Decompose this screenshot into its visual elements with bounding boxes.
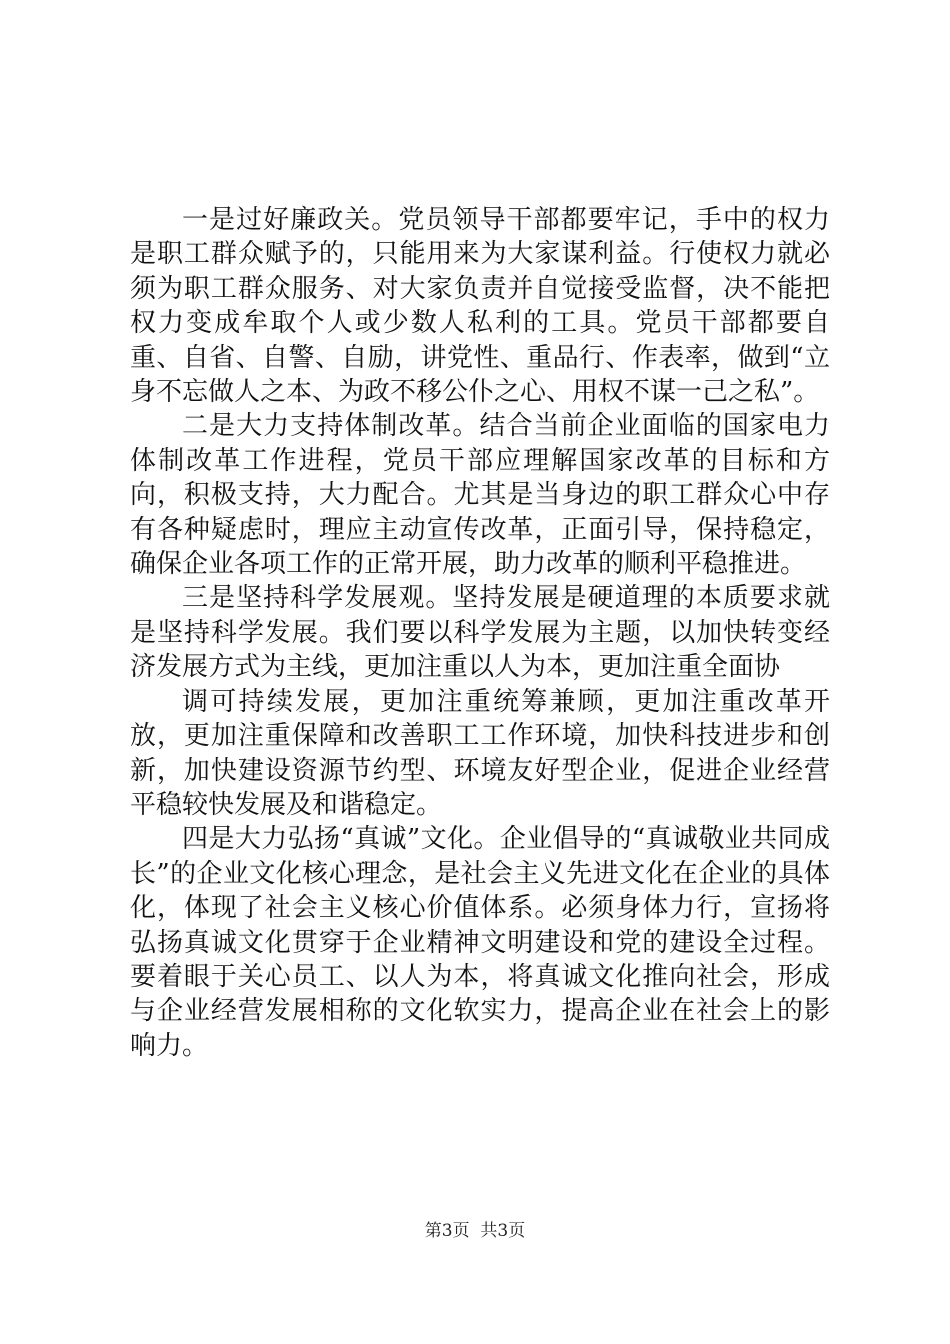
- paragraph-science: 三是坚持科学发展观。坚持发展是硬道理的本质要求就是坚持科学发展。我们要以科学发展为主题，以加快转变经济发展方式为主线，更加注重以人为本，更加注重全面协: [130, 583, 830, 683]
- paragraph-culture: 四是大力弘扬“真诚”文化。企业倡导的“真诚敬业共同成长”的企业文化核心理念，是社会主义先进文化在企业的具体化，体现了社会主义核心价值体系。必须身体力行，宣扬将弘扬真诚文化贯穿于企业精神文明建设和党的建设全过程。要着眼于关心员工、以人为本，将真诚文化推向社会，形成与企业经营发展相称的文化软实力，提高企业在社会上的影响力。: [130, 824, 830, 1061]
- document-body: [130, 203, 830, 1063]
- page-number-footer: 第3页 共3页: [424, 1221, 526, 1241]
- paragraph-integrity: 一是过好廉政关。党员领导干部都要牢记，手中的权力是职工群众赋予的，只能用来为大家谋利益。行使权力就必须为职工群众服务、对大家负责并自觉接受监督，决不能把权力变成牟取个人或少数人私利的工具。党员干部都要自重、自省、自警、自励，讲党性、重品行、作表率，做到“立身不忘做人之本、为政不移公仆之心、用权不谋一己之私”。: [130, 205, 830, 408]
- paragraph-science-continued: 调可持续发展，更加注重统筹兼顾，更加注重改革开放，更加注重保障和改善职工工作环境，加快科技进步和创新，加快建设资源节约型、环境友好型企业，促进企业经营平稳较快发展及和谐稳定。: [130, 686, 830, 820]
- paragraph-reform: 二是大力支持体制改革。结合当前企业面临的国家电力体制改革工作进程，党员干部应理解国家改革的目标和方向，积极支持，大力配合。尤其是当身边的职工群众心中存有各种疑虑时，理应主动宣传改革，正面引导，保持稳定，确保企业各项工作的正常开展，助力改革的顺利平稳推进。: [130, 411, 830, 580]
